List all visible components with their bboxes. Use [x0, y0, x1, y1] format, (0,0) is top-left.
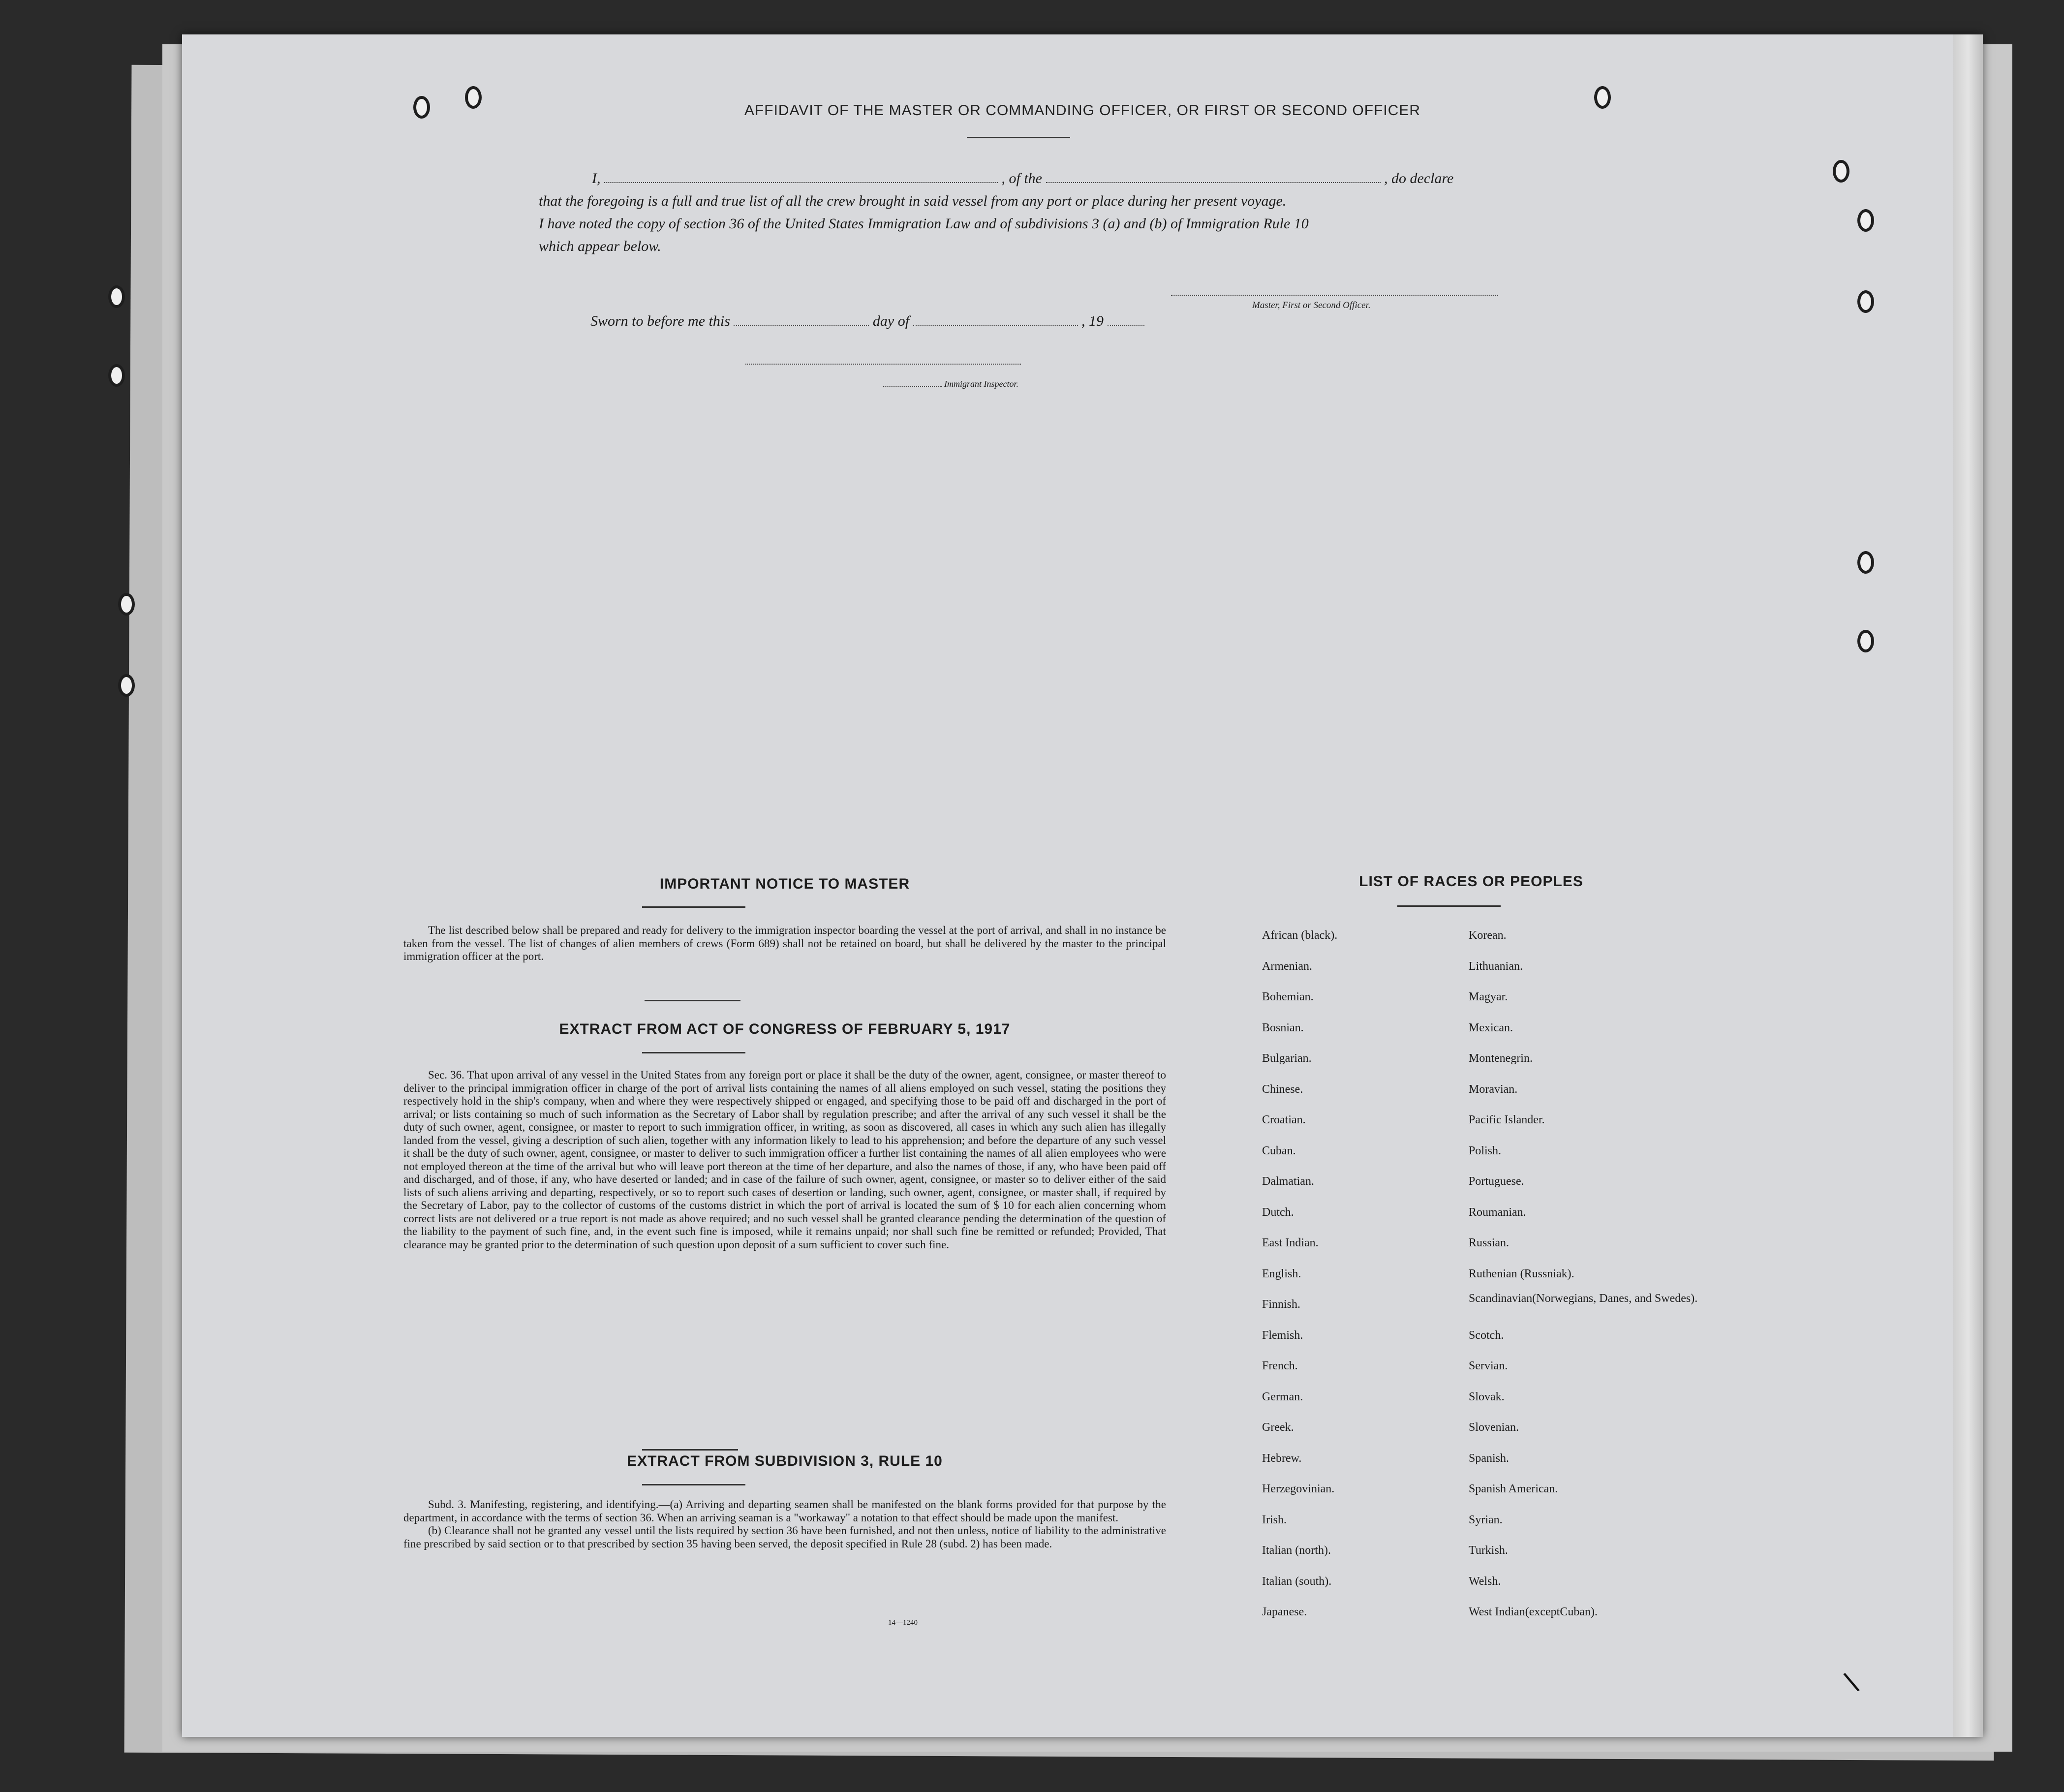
binder-hole-icon: [108, 285, 125, 308]
race-item: Pacific Islander.: [1469, 1113, 1545, 1126]
race-item: Scotch.: [1469, 1329, 1504, 1342]
rule-rule: [642, 1484, 745, 1485]
race-item: Dalmatian.: [1262, 1175, 1314, 1188]
race-item: Turkish.: [1469, 1544, 1508, 1557]
notice-rule: [642, 906, 745, 908]
title-rule: [967, 137, 1070, 138]
race-item: Herzegovinian.: [1262, 1483, 1335, 1495]
act-paragraph: Sec. 36. That upon arrival of any vessel in the United States from any foreign port or place it shall be the duty of the owner, agent, consignee, or master thereof to deliver to the principal immigration officer in charge of the port of arrival lists containing the names of all aliens employed on such vessel, stating the positions they respectively hold in the ship's company, when and where they were respectively shipped or engaged, and specifying those to be paid off and discharged in the port of arrival; or lists containing so much of such information as the Secretary of Labor shall by regulation prescribe; and after the arrival of any such vessel it shall be the duty of such owner, agent, consignee, or master to report to such immigration officer, in writing, as soon as discovered, all cases in which any such alien has illegally landed from the vessel, giving a description of such alien, together with any information likely to lead to his apprehension; and before the departure of any such vessel it shall be the duty of such owner, agent, consignee, or master to deliver to such immigration officer a further list containing the names of all alien employees who were not employed thereon at the time of the arrival but who will leave port thereon at the time of her departure, and also the names of those, if any, who have been paid off and discharged, and of those, if any, who have deserted or landed; and in case of the failure of such owner, agent, consignee, or master so to deliver either of the said lists of such aliens arriving and departing, respectively, or so to report such cases of desertion or landing, such owner, agent, consignee, or master shall, if required by the Secretary of Labor, pay to the collector of customs of the customs district in which the port of arrival is located the sum of $ 10 for each alien concerning whom correct lists are not delivered or a true report is not made as above required; and no such vessel shall be granted clearance pending the determination of the question of the liability to the payment of such fine, and, in the event such fine is imposed, while it remains unpaid; nor shall such fine be remitted or refunded; Provided, That clearance may be granted prior to the determination of such question upon deposit of a sum sufficient to cover such fine.: [403, 1069, 1166, 1251]
rule-heading: EXTRACT FROM SUBDIVISION 3, RULE 10: [627, 1453, 943, 1469]
decl-do-declare: , do declare: [1384, 170, 1454, 186]
races-list-col1: [1262, 920, 1459, 1628]
inspector-label-row: [883, 379, 1018, 389]
race-item: English.: [1262, 1267, 1301, 1280]
race-item: Bulgarian.: [1262, 1052, 1312, 1065]
notice-paragraph: The list described below shall be prepared and ready for delivery to the immigration inspector boarding the vessel at the port of arrival, and shall in no instance be taken from the vessel. The list of changes of alien members of crews (Form 689) shall not be retained on board, but shall be delivered by the master to the principal immigration officer at the port.: [403, 924, 1166, 962]
binder-hole-icon: [1857, 630, 1874, 652]
race-item: Spanish.: [1469, 1452, 1509, 1465]
race-item: Slovenian.: [1469, 1421, 1519, 1434]
notice-bottom-rule: [645, 1000, 740, 1001]
race-item: Welsh.: [1469, 1575, 1501, 1588]
decl-line-3: I have noted the copy of section 36 of the United States Immigration Law and of subdivisions 3 (a) and (b) of Immigration Rule 10: [539, 216, 1309, 232]
rule-paragraph-a: Subd. 3. Manifesting, registering, and identifying.—(a) Arriving and departing seamen shall be manifested on the blank forms provided for that purpose by the department, in accordance with the terms of section 36. When an arriving seaman is a "workaway" a notation to that effect should be made upon the manifest.: [403, 1498, 1166, 1524]
race-item: Finnish.: [1262, 1298, 1301, 1311]
race-item: Montenegrin.: [1469, 1052, 1533, 1065]
race-item: Chinese.: [1262, 1082, 1303, 1096]
binder-hole-icon: [1857, 290, 1874, 313]
race-item: Irish.: [1262, 1513, 1287, 1526]
affidavit-title: AFFIDAVIT OF THE MASTER OR COMMANDING OFFICER, OR FIRST OR SECOND OFFICER: [744, 102, 1421, 119]
race-item: Moravian.: [1469, 1082, 1518, 1096]
races-list-col2: [1469, 920, 1698, 1628]
master-signature-label: Master, First or Second Officer.: [1252, 300, 1371, 310]
race-item: Bosnian.: [1262, 1021, 1304, 1034]
race-item: Italian (south).: [1262, 1575, 1332, 1588]
inspector-label: Immigrant Inspector.: [944, 379, 1018, 389]
document-sheet: [182, 34, 1983, 1737]
race-item: Japanese.: [1262, 1606, 1307, 1618]
race-item: East Indian.: [1262, 1236, 1319, 1249]
race-item: French.: [1262, 1359, 1298, 1372]
races-rule: [1397, 905, 1501, 907]
decl-of-the: , of the: [1001, 170, 1042, 186]
race-item: Portuguese.: [1469, 1175, 1524, 1188]
inspector-signature-line[interactable]: [745, 352, 1021, 365]
binder-hole-icon: [108, 364, 125, 387]
handwritten-check-mark: \: [1841, 1666, 1863, 1699]
race-item: Slovak.: [1469, 1390, 1505, 1403]
race-item: Servian.: [1469, 1359, 1508, 1372]
race-item: Flemish.: [1262, 1329, 1303, 1342]
race-item: Cuban.: [1262, 1144, 1296, 1157]
sworn-month-blank[interactable]: [913, 313, 1078, 326]
binder-hole-icon: [1833, 160, 1849, 183]
decl-i: I,: [592, 170, 601, 186]
race-item: African (black).: [1262, 929, 1338, 942]
race-item: Armenian.: [1262, 959, 1312, 973]
master-signature-line[interactable]: [1171, 283, 1498, 296]
act-rule: [642, 1052, 745, 1053]
notice-heading: IMPORTANT NOTICE TO MASTER: [659, 876, 910, 892]
declaration-text: [539, 167, 1808, 258]
decl-line-4: which appear below.: [539, 238, 661, 254]
race-item: Croatian.: [1262, 1113, 1306, 1126]
sworn-line: [590, 310, 1144, 333]
name-blank[interactable]: [604, 170, 998, 183]
act-text: [403, 1069, 1166, 1251]
race-item: Lithuanian.: [1469, 959, 1523, 973]
race-item: West Indian(exceptCuban).: [1469, 1606, 1598, 1618]
race-item: Syrian.: [1469, 1513, 1503, 1526]
race-item: Bohemian.: [1262, 990, 1314, 1003]
sworn-prefix: Sworn to before me this: [590, 313, 730, 329]
race-item: Russian.: [1469, 1236, 1509, 1249]
sworn-year: , 19: [1081, 313, 1104, 329]
binder-hole-icon: [1857, 209, 1874, 232]
race-item: Mexican.: [1469, 1021, 1513, 1034]
race-item: Italian (north).: [1262, 1544, 1331, 1557]
race-item: Magyar.: [1469, 990, 1508, 1003]
race-item: Dutch.: [1262, 1205, 1294, 1219]
binder-hole-icon: [118, 674, 135, 697]
act-bottom-rule: [642, 1449, 738, 1451]
race-item: Polish.: [1469, 1144, 1502, 1157]
binder-hole-icon: [1857, 551, 1874, 574]
race-item: Greek.: [1262, 1421, 1294, 1434]
vessel-blank[interactable]: [1046, 170, 1381, 183]
form-number: 14—1240: [888, 1619, 918, 1627]
page-edge: [1953, 34, 1983, 1737]
sworn-year-blank[interactable]: [1108, 313, 1144, 326]
act-heading: EXTRACT FROM ACT OF CONGRESS OF FEBRUARY 5, 1917: [559, 1021, 1011, 1037]
race-item: Roumanian.: [1469, 1205, 1526, 1219]
rule-text: [403, 1498, 1166, 1550]
decl-line-2: that the foregoing is a full and true list of all the crew brought in said vessel from any port or place during her present voyage.: [539, 193, 1287, 209]
races-heading: LIST OF RACES OR PEOPLES: [1359, 873, 1583, 890]
race-item: Hebrew.: [1262, 1452, 1302, 1465]
binder-hole-icon: [118, 593, 135, 616]
race-item: German.: [1262, 1390, 1303, 1403]
sworn-day-of: day of: [872, 313, 910, 329]
rule-paragraph-b: (b) Clearance shall not be granted any vessel until the lists required by section 36 have been furnished, and not then unless, notice of liability to the administrative fine prescribed by said section or to that prescribed by section 35 having been served, the deposit specified in Rule 28 (subd. 2) has been made.: [403, 1524, 1166, 1550]
notice-text: [403, 924, 1166, 963]
inspector-title-blank[interactable]: [883, 379, 942, 387]
race-item: Scandinavian(Norwegians, Danes, and Swedes).: [1469, 1292, 1698, 1305]
sworn-day-blank[interactable]: [734, 313, 869, 326]
race-item: Korean.: [1469, 929, 1507, 942]
race-item: Ruthenian (Russniak).: [1469, 1267, 1574, 1280]
race-item: Spanish American.: [1469, 1483, 1558, 1495]
